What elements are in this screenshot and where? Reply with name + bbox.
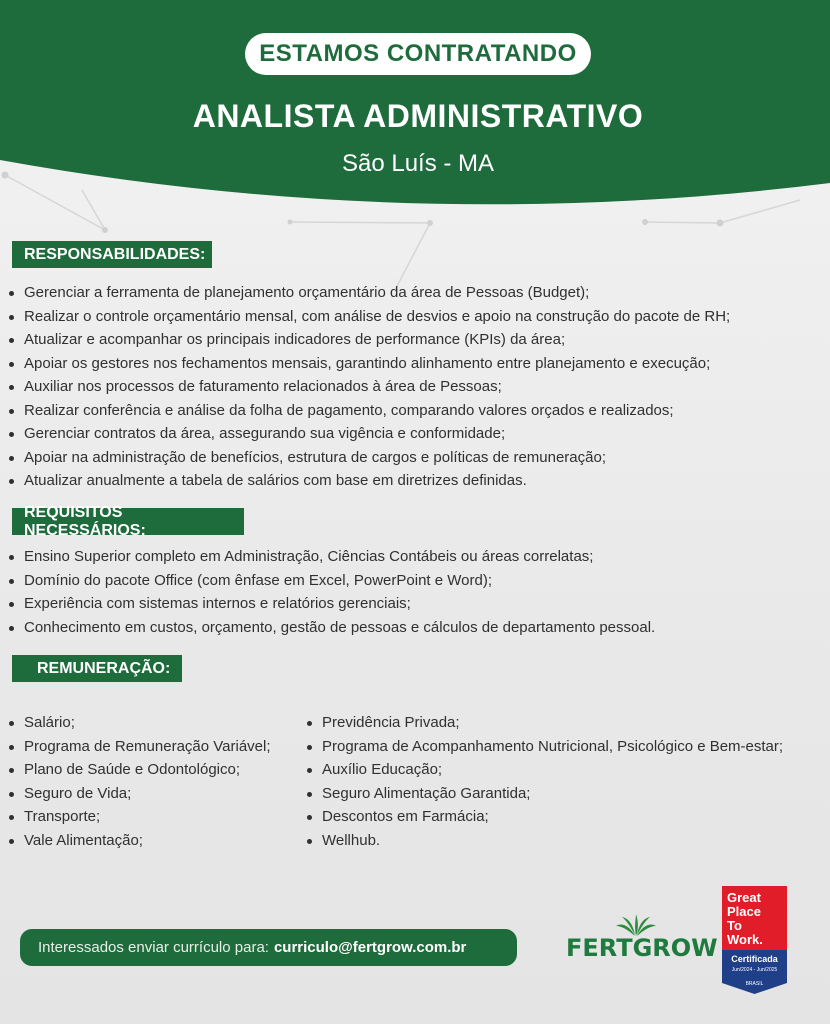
list-item: Auxílio Educação;: [306, 758, 783, 782]
list-item: Apoiar os gestores nos fechamentos mensais, garantindo alinhamento entre planejamento e execução;: [8, 352, 730, 376]
list-item: Plano de Saúde e Odontológico;: [8, 758, 271, 782]
list-item: Auxiliar nos processos de faturamento relacionados à área de Pessoas;: [8, 375, 730, 399]
list-item: Seguro de Vida;: [8, 782, 271, 806]
responsibilities-list: [8, 281, 730, 493]
requirements-list: [8, 545, 655, 639]
compensation-list-left: [8, 711, 271, 852]
list-item: Salário;: [8, 711, 271, 735]
list-item: Atualizar anualmente a tabela de salários com base em diretrizes definidas.: [8, 469, 730, 493]
list-item: Transporte;: [8, 805, 271, 829]
list-item: Realizar conferência e análise da folha de pagamento, comparando valores orçados e realizados;: [8, 399, 730, 423]
list-item: Apoiar na administração de benefícios, estrutura de cargos e políticas de remuneração;: [8, 446, 730, 470]
gptw-certification-badge: [722, 886, 787, 994]
requirements-heading: REQUISITOS NECESSÁRIOS:: [12, 508, 244, 535]
responsibilities-heading: RESPONSABILIDADES:: [12, 241, 212, 268]
compensation-list-right: [306, 711, 783, 852]
list-item: Ensino Superior completo em Administração, Ciências Contábeis ou áreas correlatas;: [8, 545, 655, 569]
contact-bar: [20, 929, 517, 966]
fertgrow-logo: [566, 912, 718, 964]
job-title: ANALISTA ADMINISTRATIVO: [192, 98, 644, 134]
list-item: Experiência com sistemas internos e relatórios gerenciais;: [8, 592, 655, 616]
list-item: Descontos em Farmácia;: [306, 805, 783, 829]
gptw-status: Certificada Jun/2024 - Jun/2025: [722, 950, 787, 980]
logo-wordmark: FERTGROW: [566, 934, 718, 962]
contact-label: Interessados enviar currículo para:: [38, 939, 269, 956]
list-item: Conhecimento em custos, orçamento, gestão de pessoas e cálculos de departamento pessoal.: [8, 616, 655, 640]
gptw-country: BRASIL: [745, 981, 764, 987]
list-item: Programa de Acompanhamento Nutricional, Psicológico e Bem-estar;: [306, 735, 783, 759]
list-item: Previdência Privada;: [306, 711, 783, 735]
compensation-heading: REMUNERAÇÃO:: [12, 655, 182, 682]
list-item: Gerenciar a ferramenta de planejamento orçamentário da área de Pessoas (Budget);: [8, 281, 730, 305]
contact-email-link[interactable]: curriculo@fertgrow.com.br: [273, 939, 467, 956]
list-item: Vale Alimentação;: [8, 829, 271, 853]
list-item: Wellhub.: [306, 829, 783, 853]
list-item: Seguro Alimentação Garantida;: [306, 782, 783, 806]
list-item: Realizar o controle orçamentário mensal, com análise de desvios e apoio na construção do pacote de RH;: [8, 305, 730, 329]
list-item: Gerenciar contratos da área, assegurando sua vigência e conformidade;: [8, 422, 730, 446]
list-item: Programa de Remuneração Variável;: [8, 735, 271, 759]
list-item: Atualizar e acompanhar os principais indicadores de performance (KPIs) da área;: [8, 328, 730, 352]
list-item: Domínio do pacote Office (com ênfase em Excel, PowerPoint e Word);: [8, 569, 655, 593]
hiring-badge: ESTAMOS CONTRATANDO: [245, 33, 591, 75]
gptw-title: Great Place To Work.: [722, 886, 787, 950]
job-location: São Luís - MA: [341, 150, 495, 177]
